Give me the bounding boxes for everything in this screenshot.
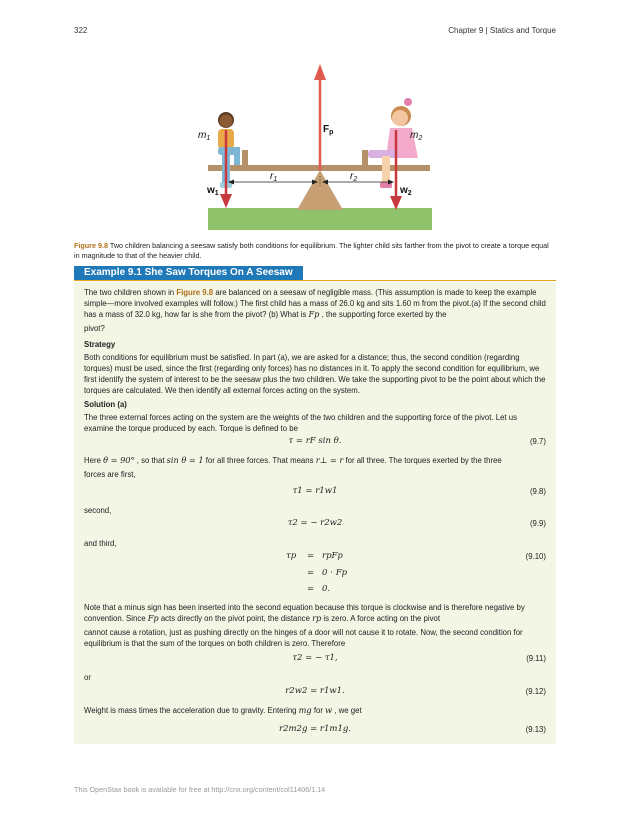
equation-9-9: τ2 = − r2w2 bbox=[287, 518, 343, 528]
label-r2: $r_2$ bbox=[350, 171, 358, 183]
note-text-cont: cannot cause a rotation, just as pushing directly on the hinges of a door will not cause it to rotate. Now, the second condition for equilibrium is that the sum of the torques on both children is zero. Therefore bbox=[84, 628, 523, 648]
equation-9-7: τ = rF sin θ. bbox=[288, 436, 342, 446]
example-intro-end: pivot? bbox=[84, 324, 105, 333]
equation-9-12: r2w2 = r1w1. bbox=[285, 686, 345, 696]
seesaw-figure bbox=[190, 58, 440, 236]
here-text: Here θ = 90° , so that sin θ = 1 for all three forces. That means r⊥ = r for all three. The torques exerted by the three bbox=[84, 455, 502, 465]
footer-note: This OpenStax book is available for free at http://cnx.org/content/col11406/1.14 bbox=[74, 785, 326, 794]
weight-text: Weight is mass times the acceleration due to gravity. Entering mg for w , we get bbox=[84, 705, 362, 715]
example-header bbox=[74, 266, 556, 281]
equation-number-9-9: (9.9) bbox=[529, 519, 546, 528]
label-r1: $r_1$ bbox=[270, 171, 278, 183]
or-label: or bbox=[84, 673, 91, 682]
label-fp: $F_p$ bbox=[323, 124, 334, 136]
figure-caption-text: Two children balancing a seesaw satisfy both conditions for equilibrium. The lighter child sits farther from the pivot to create a torque equal in magnitude to that of the heavier child. bbox=[74, 241, 549, 260]
child-girl bbox=[368, 98, 418, 188]
label-w2: $w_2$ bbox=[400, 185, 412, 197]
here-text-end: forces are first, bbox=[84, 470, 136, 479]
solution-a-text: The three external forces acting on the system are the weights of the two children and the supporting force of the pivot. Let us examine the torque produced by each. Torque is defined to be bbox=[84, 413, 517, 433]
fp-arrowhead bbox=[314, 64, 326, 80]
note-text: Note that a minus sign has been inserted into the second equation because this torque is clockwise and is therefore negative by convention. Since Fp acts directly on the pivot point, the distance rp is zero. A force acting on the pivot bbox=[84, 603, 525, 623]
example-title: Example 9.1 She Saw Torques On A Seesaw bbox=[74, 266, 303, 280]
equation-number-9-7: (9.7) bbox=[529, 437, 546, 446]
child-boy bbox=[218, 112, 240, 188]
w2-arrowhead bbox=[390, 196, 402, 210]
figure-caption-label: Figure 9.8 bbox=[74, 241, 108, 250]
equation-9-8: τ1 = r1w1 bbox=[292, 486, 338, 496]
equation-number-9-10: (9.10) bbox=[525, 552, 546, 561]
label-m1: $m_1$ bbox=[198, 130, 211, 142]
solution-a-heading: Solution (a) bbox=[84, 400, 127, 409]
third-label: and third, bbox=[84, 539, 117, 548]
figure-caption bbox=[74, 241, 556, 260]
second-label: second, bbox=[84, 506, 112, 515]
strategy-heading: Strategy bbox=[84, 340, 116, 349]
equation-number-9-8: (9.8) bbox=[529, 487, 546, 496]
ground bbox=[208, 208, 432, 230]
label-w1: $w_1$ bbox=[207, 185, 219, 197]
equation-9-13: r2m2g = r1m1g. bbox=[279, 724, 351, 734]
math-fp: Fp bbox=[308, 309, 320, 319]
example-intro: The two children shown in Figure 9.8 are balanced on a seesaw of negligible mass. (This assumption is made to keep the example simple—more involved examples will follow.) The first child has a mass of 26.0 kg and sits 1.60 m from the pivot.(a) If the second child has a mass of 32.0 kg, how far is she from the pivot? (b) What is Fp , the supporting force exerted by the bbox=[84, 288, 546, 319]
seat-left bbox=[242, 150, 248, 165]
w1-arrowhead bbox=[220, 194, 232, 208]
seat-right bbox=[362, 150, 368, 165]
equation-number-9-11: (9.11) bbox=[526, 654, 546, 663]
page-number: 322 bbox=[74, 26, 88, 35]
chapter-header: Chapter 9 | Statics and Torque bbox=[448, 26, 556, 35]
strategy-text: Both conditions for equilibrium must be satisfied. In part (a), we are asked for a distance; thus, the second condition (regarding torques) must be used, since the first (regarding only forces) has no distances in it. To apply the second condition for equilibrium, we first identify the system of interest to be the seesaw plus the two children. We take the supporting pivot to be the point about which the torques are calculated. We then identify all external forces acting on the system. bbox=[84, 353, 546, 395]
equation-number-9-13: (9.13) bbox=[525, 725, 546, 734]
equation-number-9-12: (9.12) bbox=[525, 687, 546, 696]
figure-ref-link[interactable]: Figure 9.8 bbox=[176, 288, 214, 297]
equation-9-11: τ2 = − τ1, bbox=[292, 653, 338, 663]
label-m2: $m_2$ bbox=[410, 130, 423, 142]
